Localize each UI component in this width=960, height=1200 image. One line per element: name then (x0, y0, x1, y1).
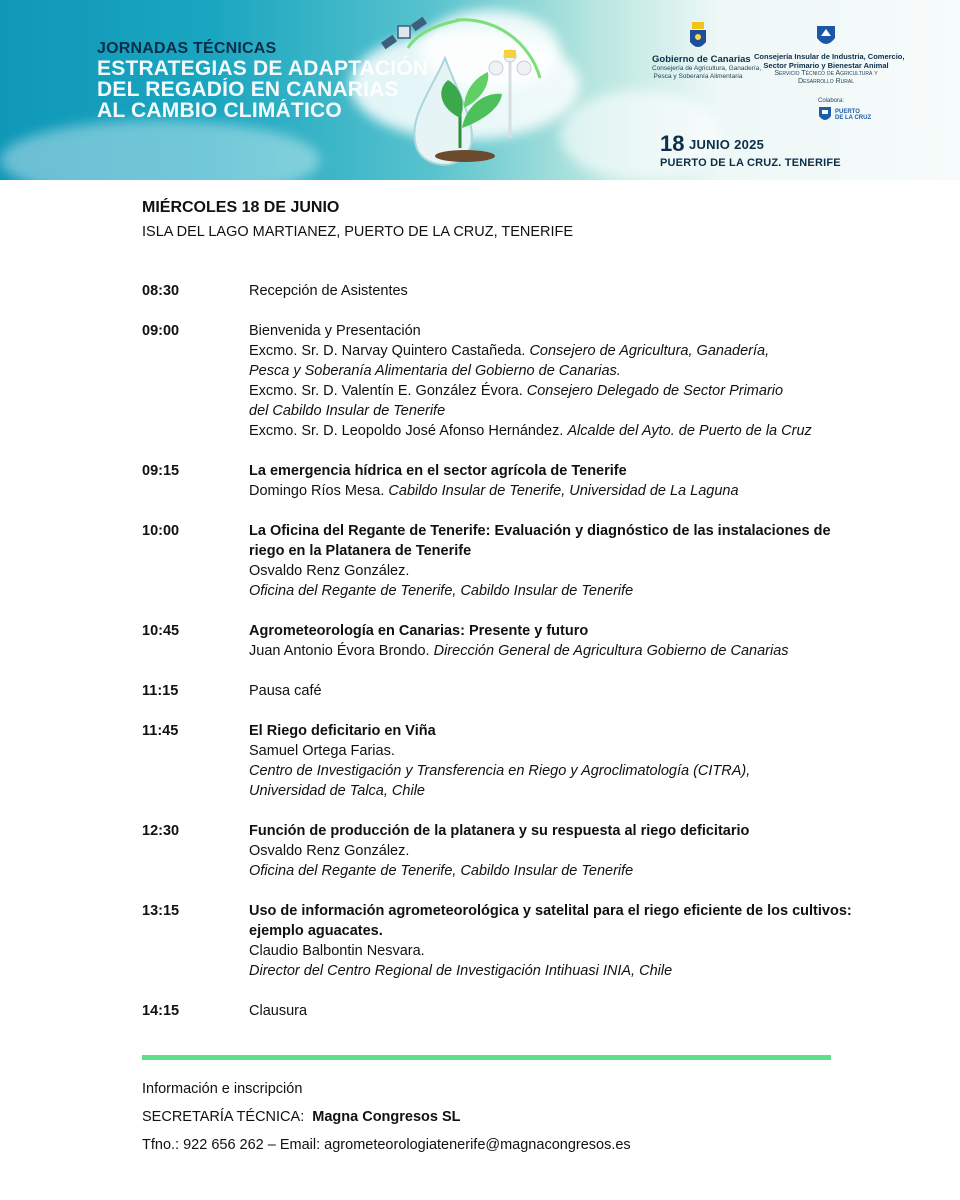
event-kicker: JORNADAS TÉCNICAS (97, 40, 277, 57)
agenda-title: Función de producción de la platanera y su respuesta al riego deficitario (249, 823, 750, 839)
agenda-time: 13:15 (142, 903, 180, 919)
gobierno-sub-line: Pesca y Soberanía Alimentaria (653, 72, 743, 80)
agenda-speaker-line (249, 741, 862, 761)
gobierno-canarias-logo (652, 22, 762, 80)
puerto-de-la-cruz-crest-icon (818, 106, 832, 124)
speaker-affiliation: Consejero de Agricultura, Ganadería, (529, 343, 770, 359)
agenda-time: 09:15 (142, 463, 180, 479)
cabildo-sub-line: Servicio Técnico de Agricultura y (774, 70, 878, 77)
agenda-body (249, 521, 862, 601)
agenda-time: 10:00 (142, 523, 180, 539)
speaker-affiliation: Oficina del Regante de Tenerife, Cabildo Insular de Tenerife (249, 583, 634, 599)
info-label: Información e inscripción (142, 1081, 303, 1097)
colabora-label: Colabora: (818, 98, 845, 104)
agenda-item (142, 721, 862, 801)
gobierno-sub-line: Consejería de Agricultura, Ganadería, (652, 65, 762, 72)
event-title-line: ESTRATEGIAS DE ADAPTACIÓN (97, 57, 429, 80)
agenda-title: Bienvenida y Presentación (249, 323, 421, 339)
agenda-speaker-line (249, 421, 862, 441)
agenda-body (249, 321, 862, 441)
speaker-affiliation: Centro de Investigación y Transferencia en Riego y Agroclimatología (CITRA), (249, 763, 751, 779)
agenda-item (142, 461, 862, 501)
event-date-block (660, 131, 841, 169)
secretaria-label: SECRETARÍA TÉCNICA: (142, 1109, 305, 1125)
agenda-title: Agrometeorología en Canarias: Presente y futuro (249, 623, 589, 639)
agenda-speaker-line (249, 401, 862, 421)
agenda-speaker-line (249, 481, 862, 501)
agenda-item (142, 1001, 862, 1021)
speaker-name: Excmo. Sr. D. Narvay Quintero Castañeda. (249, 343, 530, 359)
agenda-speaker-line (249, 361, 862, 381)
contact-footer (142, 1079, 631, 1155)
agenda-speaker-line (249, 381, 862, 401)
event-title-block (97, 40, 428, 121)
agenda-title: La emergencia hídrica en el sector agrícola de Tenerife (249, 463, 627, 479)
speaker-name: Excmo. Sr. D. Valentín E. González Évora. (249, 383, 527, 399)
footer-divider (142, 1055, 831, 1060)
speaker-name: Claudio Balbontin Nesvara. (249, 943, 425, 959)
program-venue: ISLA DEL LAGO MARTIANEZ, PUERTO DE LA CRUZ, TENERIFE (142, 224, 574, 240)
speaker-affiliation: Cabildo Insular de Tenerife, Universidad de La Laguna (388, 483, 739, 499)
speaker-affiliation: del Cabildo Insular de Tenerife (249, 403, 446, 419)
agenda-time: 12:30 (142, 823, 180, 839)
agenda-time: 11:45 (142, 723, 179, 739)
agenda-time: 10:45 (142, 623, 180, 639)
cabildo-sub-line: Desarrollo Rural (798, 77, 854, 85)
colabora-name-line: DE LA CRUZ (835, 115, 872, 121)
coat-of-arms-icon (689, 22, 707, 52)
agenda-time: 08:30 (142, 283, 180, 299)
agenda-speaker-line (249, 841, 862, 861)
agenda-item (142, 901, 862, 981)
event-date-place: PUERTO DE LA CRUZ. TENERIFE (660, 157, 841, 169)
cabildo-name-line: Sector Primario y Bienestar Animal (763, 61, 889, 70)
agenda-item (142, 621, 862, 661)
agenda-time: 09:00 (142, 323, 180, 339)
agenda-speaker-line (249, 641, 862, 661)
agenda-speaker-line (249, 861, 862, 881)
speaker-affiliation: Dirección General de Agricultura Gobierno de Canarias (433, 643, 789, 659)
cabildo-crest-icon (815, 24, 837, 50)
cloud-shape (0, 120, 320, 180)
agenda-body (249, 281, 862, 301)
cabildo-tenerife-logo (754, 24, 905, 85)
agenda-time: 14:15 (142, 1003, 180, 1019)
speaker-affiliation: Pesca y Soberanía Alimentaria del Gobierno de Canarias. (249, 363, 621, 379)
agenda-item (142, 681, 862, 701)
agenda-speaker-line (249, 941, 862, 961)
speaker-name: Osvaldo Renz González. (249, 843, 410, 859)
agenda-body (249, 461, 862, 501)
agenda-item (142, 821, 862, 881)
agenda-item (142, 321, 862, 441)
program-header (142, 198, 862, 242)
agenda-title: Pausa café (249, 683, 322, 699)
gobierno-name: Gobierno de Canarias (652, 54, 751, 65)
speaker-affiliation: Alcalde del Ayto. de Puerto de la Cruz (567, 423, 812, 439)
cabildo-name-line: Consejería Insular de Industria, Comercio, (754, 52, 905, 61)
colabora-block (818, 98, 871, 124)
agenda-body (249, 721, 862, 801)
agenda-speaker-line (249, 961, 862, 981)
agenda-list (142, 281, 862, 1041)
agenda-body (249, 681, 862, 701)
speaker-affiliation: Director del Centro Regional de Investigación Intihuasi INIA, Chile (249, 963, 673, 979)
event-title-line: AL CAMBIO CLIMÁTICO (97, 99, 342, 122)
speaker-name: Excmo. Sr. D. Leopoldo José Afonso Hernández. (249, 423, 568, 439)
speaker-name: Samuel Ortega Farias. (249, 743, 395, 759)
event-date-day: 18 (660, 131, 685, 156)
event-banner (0, 0, 960, 180)
colabora-name-line: PUERTO (835, 108, 860, 115)
agenda-title: Uso de información agrometeorológica y satelital para el riego eficiente de los cultivos: ejemplo aguacates. (249, 903, 852, 939)
agenda-body (249, 621, 862, 661)
agenda-title: Clausura (249, 1003, 308, 1019)
agenda-item (142, 521, 862, 601)
agenda-body (249, 821, 862, 881)
speaker-name: Domingo Ríos Mesa. (249, 483, 389, 499)
agenda-speaker-line (249, 581, 862, 601)
contact-line: Tfno.: 922 656 262 – Email: agrometeorologiatenerife@magnacongresos.es (142, 1137, 631, 1153)
agenda-title: Recepción de Asistentes (249, 283, 408, 299)
agenda-speaker-line (249, 761, 862, 781)
speaker-affiliation: Universidad de Talca, Chile (249, 783, 425, 799)
agenda-title: El Riego deficitario en Viña (249, 723, 436, 739)
speaker-affiliation: Oficina del Regante de Tenerife, Cabildo Insular de Tenerife (249, 863, 634, 879)
secretaria-line (142, 1107, 631, 1127)
speaker-name: Juan Antonio Évora Brondo. (249, 643, 434, 659)
agenda-speaker-line (249, 781, 862, 801)
agenda-item (142, 281, 862, 301)
agenda-body (249, 901, 862, 981)
agenda-speaker-line (249, 341, 862, 361)
agenda-body (249, 1001, 862, 1021)
speaker-name: Osvaldo Renz González. (249, 563, 410, 579)
agenda-time: 11:15 (142, 683, 179, 699)
agenda-speaker-line (249, 561, 862, 581)
secretaria-name: Magna Congresos SL (312, 1109, 461, 1125)
event-title-line: DEL REGADÍO EN CANARIAS (97, 78, 399, 101)
program-day: MIÉRCOLES 18 DE JUNIO (142, 199, 340, 216)
agenda-title: La Oficina del Regante de Tenerife: Evaluación y diagnóstico de las instalaciones de riego en la Platanera de Tenerife (249, 523, 831, 559)
event-date-month: JUNIO 2025 (688, 137, 765, 152)
speaker-affiliation: Consejero Delegado de Sector Primario (526, 383, 784, 399)
